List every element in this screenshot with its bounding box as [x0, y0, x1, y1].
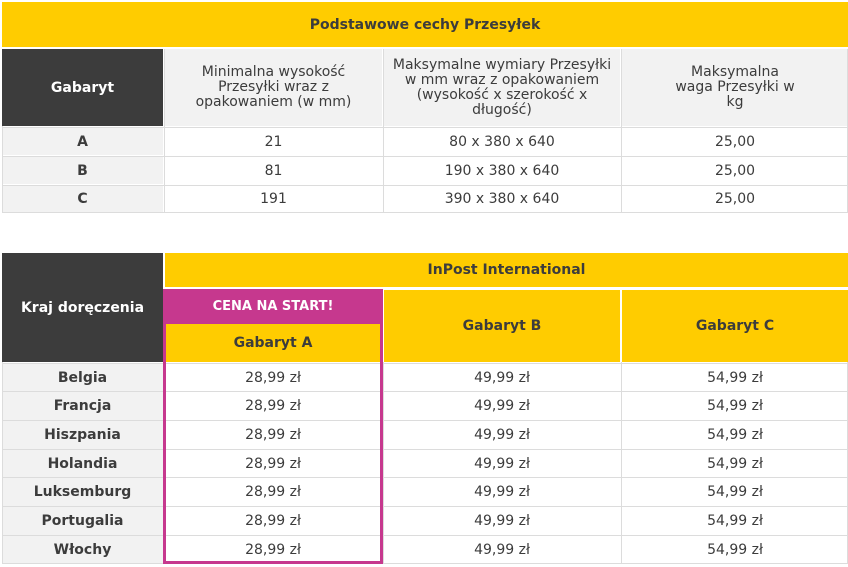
prices-row-size-c: 54,99 zł — [707, 455, 763, 472]
prices-row-size-c: 54,99 zł — [707, 484, 763, 500]
features-header-max-weight: Maksymalna waga Przesyłki w kg — [622, 49, 848, 126]
prices-row-country: Francja — [2, 392, 163, 420]
features-row-max-dimensions: 390 x 380 x 640 — [444, 191, 560, 207]
prices-row-size-b: 49,99 zł — [474, 513, 530, 529]
prices-row-country: Włochy — [2, 536, 163, 563]
prices-row-size-a: 28,99 zł — [245, 427, 301, 443]
prices-row-country: Hiszpania — [2, 421, 163, 449]
prices-row-size-b: 49,99 zł — [474, 427, 530, 443]
features-row-max-dimensions: 190 x 380 x 640 — [444, 162, 560, 179]
features-row-size: A — [2, 128, 163, 155]
prices-row-country: Luksemburg — [2, 478, 163, 506]
features-row-min-height: 21 — [264, 133, 283, 150]
prices-row-size-b: 49,99 zł — [474, 455, 530, 472]
prices-row-size-b: 49,99 zł — [474, 484, 530, 500]
promo-badge: CENA NA START! — [163, 289, 383, 324]
prices-row-size-c: 54,99 zł — [707, 541, 763, 558]
features-row-max-weight: 25,00 — [714, 162, 756, 179]
prices-row-size-a: 28,99 zł — [245, 484, 301, 500]
prices-row-size-c: 54,99 zł — [707, 369, 763, 386]
prices-header-country: Kraj doręczenia — [2, 253, 163, 362]
prices-row-size-c: 54,99 zł — [707, 398, 763, 414]
features-table-title: Podstawowe cechy Przesyłek — [2, 2, 848, 47]
prices-row-size-a: 28,99 zł — [245, 398, 301, 414]
prices-header-size-c: Gabaryt C — [622, 289, 848, 362]
prices-row-size-a: 28,99 zł — [245, 513, 301, 529]
prices-row-size-b: 49,99 zł — [474, 398, 530, 414]
features-header-max-dimensions: Maksymalne wymiary Przesyłki w mm wraz z opakowaniem (wysokość x szerokość x długość) — [384, 49, 620, 126]
prices-row-size-a: 28,99 zł — [245, 455, 301, 472]
features-row-max-dimensions: 80 x 380 x 640 — [449, 133, 555, 150]
prices-row-size-b: 49,99 zł — [474, 369, 530, 386]
features-header-gabaryt: Gabaryt — [2, 49, 163, 126]
features-row-min-height: 81 — [264, 162, 283, 179]
prices-header-size-a: Gabaryt A — [166, 324, 380, 362]
prices-row-country: Portugalia — [2, 507, 163, 535]
prices-header-group: InPost International — [165, 253, 848, 287]
prices-row-size-c: 54,99 zł — [707, 513, 763, 529]
features-row-size: B — [2, 157, 163, 184]
features-row-size: C — [2, 186, 163, 212]
prices-row-size-a: 28,99 zł — [245, 541, 301, 558]
prices-row-size-a: 28,99 zł — [245, 369, 301, 386]
prices-row-country: Holandia — [2, 450, 163, 477]
prices-row-country: Belgia — [2, 364, 163, 391]
features-row-min-height: 191 — [260, 191, 287, 207]
prices-header-size-b: Gabaryt B — [384, 289, 620, 362]
features-header-min-height: Minimalna wysokość Przesyłki wraz z opakowaniem (w mm) — [165, 49, 382, 126]
features-row-max-weight: 25,00 — [714, 191, 756, 207]
prices-row-size-c: 54,99 zł — [707, 427, 763, 443]
prices-row-size-b: 49,99 zł — [474, 541, 530, 558]
features-row-max-weight: 25,00 — [714, 133, 756, 150]
